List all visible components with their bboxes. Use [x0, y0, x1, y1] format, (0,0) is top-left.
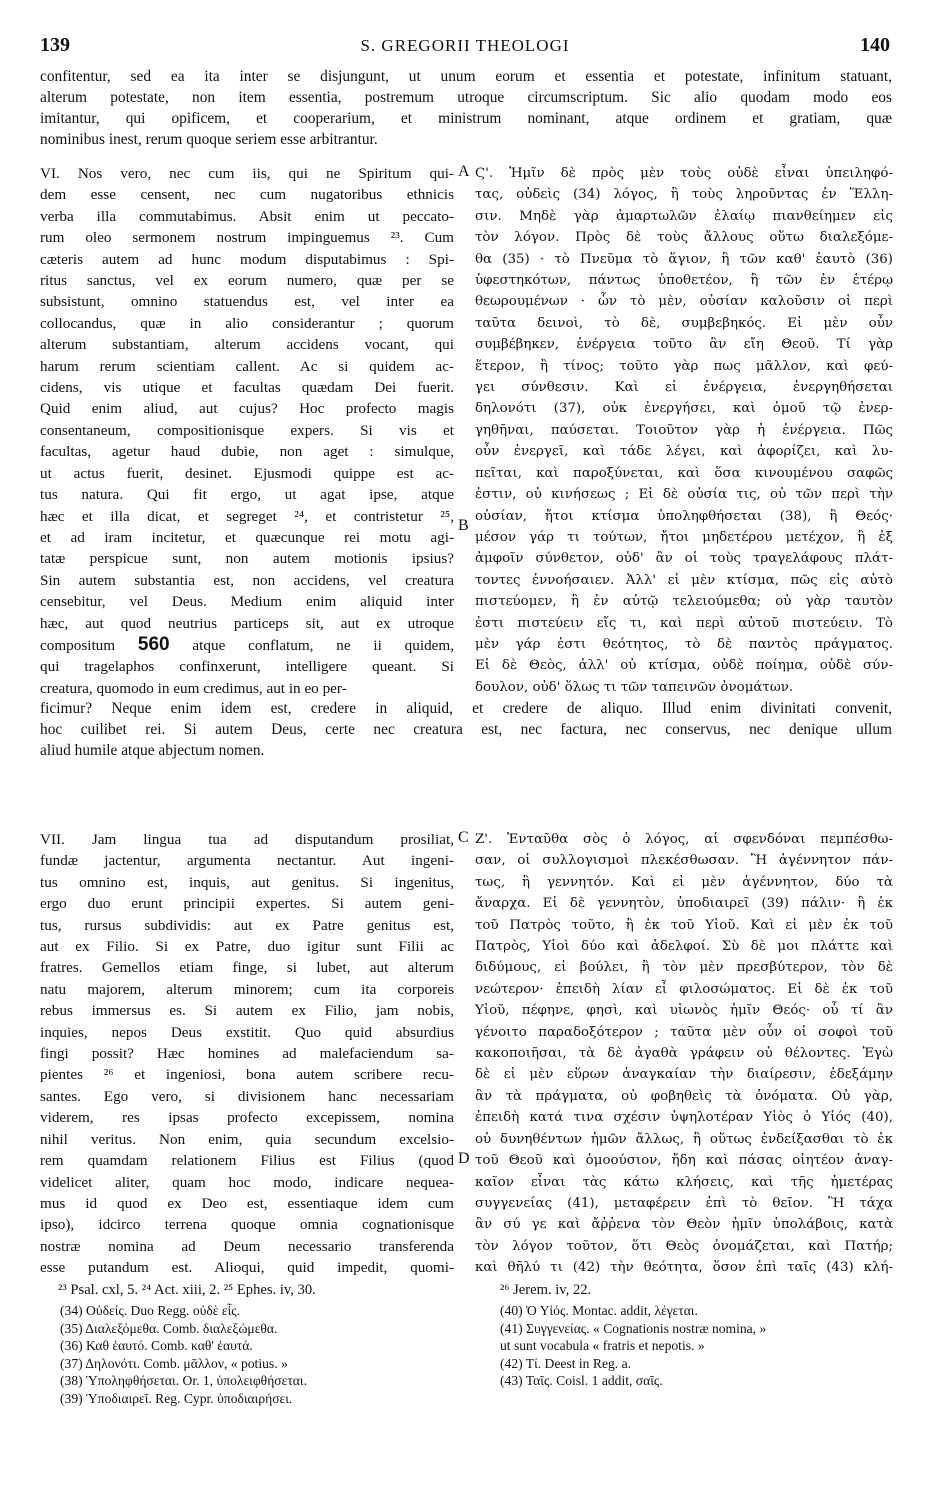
intro-line: nominibus inest, rerum quoque seriem esse arbitrantur. [40, 131, 378, 148]
intro-line: imitantur, qui opificem, et cooperarium, et ministrum nominant, atque ordinem et gratiam, quæ [40, 110, 892, 127]
greek-b-line: σαν, οἱ συλλογισμοὶ πλεκέσθωσαν. Ἢ ἀγέννητον πάν- [475, 853, 893, 869]
greek-a-line: ταῦτα δεινοὶ, τὸ δὲ, συμβεβηκός. Εἰ μὲν οὖν [475, 315, 893, 331]
latin-continuation [40, 698, 892, 761]
latin-b-line: tus, rursus subdividis: aut ex Patre genitus est, [40, 916, 454, 934]
scripture-notes-left: ²³ Psal. cxl, 5. ²⁴ Act. xiii, 2. ²⁵ Ephes. iv, 30. [58, 1282, 316, 1298]
greek-b-line: ἂν τὰ πράγματα, οὐ φοβηθεὶς τὰ ὀνόματα. Οὐ γὰρ, [475, 1088, 893, 1104]
greek-a-line: πιστεύομεν, ἢ ἐν αὐτῷ τελειούμεθα; οὐ γὰρ ταυτὸν [475, 594, 893, 610]
margin-letter-c: C [458, 829, 469, 846]
footnote-right-line: (42) Τί. Deest in Reg. a. [500, 1355, 632, 1371]
margin-letter-d: D [458, 1150, 470, 1167]
greek-a-line: θα (35) · τὸ Πνεῦμα τὸ ἅγιον, ἢ τῶν καθ' ἑαυτὸ (36) [475, 251, 893, 267]
latin-a-line: verba illa commutabimus. Absit enim ut peccato- [40, 207, 454, 225]
latin-b-line: rebus immersus es. Si autem ex Filio, jam nobis, [40, 1002, 454, 1020]
latin-a-line: alterum substantiam, alterum accidens vocant, qui [40, 336, 454, 354]
greek-b-line: τοῦ Θεοῦ καὶ ὁμοούσιον, ἤδη καὶ πάσας οἰητέον ἀναγ- [475, 1153, 893, 1169]
greek-a-line: μέσον γάρ τι τούτων, ἤτοι μηδετέρου μετέχον, ἢ ἐξ [475, 529, 893, 545]
column-number-560: 560 [137, 633, 170, 655]
footnote-right-line: (43) Ταῖς. Coisl. 1 addit, σαῖς. [500, 1373, 663, 1388]
greek-b-line: Πατρὸς, Υἱοὶ δύο καὶ ἀδελφοί. Σὺ δὲ μοι πλάττε καὶ [475, 939, 893, 955]
footnote-left-line: (34) Οὐδείς. Duo Regg. οὐδὲ εἷς. [60, 1303, 241, 1318]
latin-continuation-line: hoc cuilibet rei. Si autem Deus, certe nec creatura est, nec factura, nec conservus, nec denique ullum [40, 721, 892, 738]
greek-b-line: τως, ἢ γεννητόν. Καὶ εἰ μὲν ἀγέννητον, δύο τὰ [475, 874, 893, 890]
latin-a-line: cæteris autem ad hunc modum disputabimus : Spi- [40, 250, 454, 268]
footnote-left-line: (39) Ὑποδιαιρεῖ. Reg. Cypr. ὑποδιαιρήσει. [60, 1390, 293, 1406]
scripture-notes-right: ²⁶ Jerem. iv, 22. [500, 1282, 592, 1298]
latin-b-line: VII. Jam lingua tua ad disputandum prosiliat, [40, 831, 454, 848]
footnote-left-line: (38) Ὑποληφθήσεται. Or. 1, ὑπολειφθήσεται. [60, 1373, 307, 1388]
footnotes-left [60, 1302, 307, 1407]
latin-a-line: censebitur, vel Deus. Medium enim aliquid inter [40, 593, 454, 611]
greek-a-line: ἐστι πιστεύειν εἴς τι, καὶ περὶ αὐτοῦ πιστεύειν. Τὸ [475, 615, 893, 631]
greek-a-line: τὸν λόγον. Πρὸς δὲ τοὺς ἄλλους οὕτω διαλεξόμε- [475, 230, 893, 246]
greek-a-line: γει σύνθεσιν. Καὶ εἰ ἐνέργεια, ἐνεργηθήσεται [475, 380, 893, 396]
latin-a-line: ritus sanctus, vel ex eorum numero, quæ per se [40, 272, 454, 290]
latin-b-line: ergo duo erunt principii expertes. Si autem geni- [40, 895, 454, 913]
greek-b-line: τοῦ Πατρὸς τοῦτο, ἢ ἐκ τοῦ Υἱοῦ. Καὶ εἰ μὲν ἐκ τοῦ [475, 917, 893, 933]
greek-a-line: οὐσίαν, ἤτοι κτίσμα ὑποληφθήσεται (38), ἢ Θεός· [475, 508, 893, 524]
greek-a-line: ὑφεστηκότων, πάντως ὑποθετέον, ἢ τῶν ἐν ἑτέρῳ [475, 273, 893, 289]
footnote-right-line: (41) Συγγενείας. « Cognationis nostræ nomina, » [500, 1320, 767, 1336]
latin-a-line: subsistunt, omnino statuendus est, vel inter ea [40, 293, 454, 311]
latin-b-line: nostræ nomina ad Deum necessario transferenda [40, 1237, 454, 1255]
intro-line: confitentur, sed ea ita inter se disjungunt, ut unum eorum et essentia et potestate, infinitum statuant, [40, 68, 892, 85]
greek-b-line: συγγενείας (41), μεταφέρειν ἐπὶ τὸ θεῖον. Ἢ τάχα [475, 1195, 893, 1211]
latin-b-line: mus id quod ex Deo est, essentiaque idem cum [40, 1194, 454, 1212]
latin-a-line: VI. Nos vero, nec cum iis, qui ne Spiritum qui- [40, 165, 454, 182]
latin-a-line: harum rerum scientiam callent. Ac si quidem ac- [40, 357, 454, 375]
greek-b-line: ἄναρχα. Εἰ δὲ γεννητὸν, ὑποδιαιρεῖ (39) πάλιν· ἢ ἐκ [475, 896, 893, 912]
greek-b-line: τὸν λόγον τοῦτον, ὅτι Θεὸς ὀνομάζεται, καὶ Πατήρ; [475, 1238, 893, 1254]
latin-a-line: ut actus fuerit, desinet. Ejusmodi quippe est ac- [40, 464, 454, 482]
greek-a-line: θεωρουμένων · ὧν τὸ μὲν, οὐσίαν καλοῦσιν οἱ περὶ [475, 294, 893, 310]
latin-a-line: hæc et illa dicat, et segreget ²⁴, et contristetur ²⁵, [40, 507, 454, 525]
greek-a-line: συμβέβηκεν, ἐνέργεια τοῦτο ἂν εἴη Θεοῦ. Τί γὰρ [475, 337, 893, 353]
latin-a-line [40, 634, 454, 656]
latin-continuation-line: aliud humile atque abjectum nomen. [40, 742, 265, 759]
latin-a-line: creatura, quomodo in eum credimus, aut in eo per- [40, 679, 347, 697]
margin-letter-a: A [458, 163, 470, 180]
latin-a-line: hæc, aut quod neutrius particeps sit, aut ex utroque [40, 614, 454, 632]
latin-a-line: collocandus, quæ in alio considerantur ; quorum [40, 314, 454, 332]
greek-column-section-7 [475, 829, 893, 1279]
greek-a-line: Εἰ δὲ Θεὸς, ἀλλ' οὐ κτίσμα, οὐδὲ ποίημα, οὐδὲ σύν- [475, 658, 893, 674]
greek-b-line: κακοποιῆσαι, τὰ δὲ ἀγαθὰ γράφειν οὐ θέλοντες. Ἐγὼ [475, 1046, 893, 1062]
latin-b-line: pientes ²⁶ et ingeniosi, bona autem scribere recu- [40, 1066, 454, 1084]
greek-a-line: γηθῆναι, παύσεται. Τοιοῦτον γὰρ ἡ ἐνέργεια. Πῶς [475, 422, 893, 438]
footnote-left-line: (35) Διαλεξόμεθα. Comb. διαλεξώμεθα. [60, 1320, 278, 1336]
footnote-right-line: (40) Ὁ Υἱός. Montac. addit, λέγεται. [500, 1303, 698, 1318]
page-number-right: 140 [860, 34, 890, 56]
latin-b-line: videlicet aliter, quam hoc modo, indicare nequea- [40, 1173, 454, 1191]
latin-b-line: nihil veritus. Non enim, quia secundum excelsio- [40, 1130, 454, 1148]
latin-b-line: fingi possit? Hæc homines ad malefaciendum sa- [40, 1045, 454, 1063]
latin-a-line: rum oleo sermonem nostrum impinguemus ²³. Cum [40, 229, 454, 247]
footnote-left-line: (36) Καθ ἑαυτό. Comb. καθ' ἑαυτά. [60, 1338, 253, 1353]
greek-b-line: δὲ εἰ μὲν εὕρων ἀναγκαίαν τὴν διαίρεσιν, ἐδεξάμην [475, 1067, 893, 1083]
latin-a-line: Quid enim aliud, aut cujus? Hoc profecto magis [40, 400, 454, 418]
latin-a-line: et ad iram incitetur, et quæcunque rei motu agi- [40, 528, 454, 546]
page-number-left: 139 [40, 34, 70, 56]
latin-a-line: facultas, agetur haud dubie, non aget : simulque, [40, 443, 454, 461]
margin-letter-b: B [458, 517, 469, 534]
latin-b-line: natu majorem, alterum minorem; cum ita corporeis [40, 980, 454, 998]
greek-b-line: ἂν σύ γε καὶ ἄῤῥενα τὸν Θεὸν ἡμῖν ὑπολάβοις, κατὰ [475, 1217, 893, 1233]
greek-b-line: νεώτερον· ἐπειδὴ λίαν εἶ φιλοσώματος. Εἰ δὲ ἐκ τοῦ [475, 981, 893, 997]
intro-line: alterum potestate, non item essentia, postremum utroque circumscriptum. Sic alio quodam modo eos [40, 89, 892, 106]
latin-b-line: aut ex Filio. Si ex Patre, duo igitur sunt Filii ac [40, 938, 454, 956]
latin-b-line: inquies, nepos Deus exstitit. Quo quid absurdius [40, 1023, 454, 1041]
latin-b-line: rem quamdam relationem Filius est Filius (quod [40, 1152, 454, 1170]
greek-a-line: πεῖται, καὶ παροξύνεται, καὶ ὅσα κινουμένου σαφῶς [475, 465, 893, 481]
greek-a-line: δηλονότι (37), οὐκ ἐνεργήσει, καὶ ὁμοῦ τῷ ἐνερ- [475, 401, 893, 417]
greek-a-line: ἀμφοῖν σύνθετον, οὐδ' ἂν οἱ τοὺς τραγελάφους πλάτ- [475, 551, 893, 567]
greek-a-line: Ϛ'. Ἡμῖν δὲ πρὸς μὲν τοὺς οὐδὲ εἶναι ὑπειληφό- [475, 166, 893, 181]
latin-b-line: tus omnino est, inquis, aut genitus. Si ingenitus, [40, 873, 454, 891]
latin-b-line: fundæ jactentur, argumenta nectantur. Aut ingeni- [40, 852, 454, 870]
greek-a-line: δουλον, οὐδ' ὅλως τι τῶν ταπεινῶν ὀνομάτων. [475, 679, 794, 695]
greek-a-line: οὖν ἐνεργεῖ, καὶ τάδε λέγει, καὶ ἀφορίζει, καὶ λυ- [475, 444, 893, 460]
latin-a-line: dem esse censent, nec cum nugatoribus ethnicis [40, 186, 454, 204]
latin-b-line: ipso), idcirco terrena quoque omnia cognationisque [40, 1216, 454, 1234]
greek-b-line: γένοιτο παραδοξότερον ; ταῦτα μὲν οὖν οἱ σοφοὶ τοῦ [475, 1024, 893, 1040]
greek-column-section-6 [475, 163, 893, 698]
latin-a-line: tus natura. Qui fit ergo, ut agat ipse, atque [40, 486, 454, 504]
latin-column-section-7 [40, 829, 454, 1279]
latin-b-line: fratres. Gemellos etiam finge, si lubet, aut alterum [40, 959, 454, 977]
greek-a-line: σιν. Μηδὲ γὰρ ἁμαρτωλῶν ἐλαίῳ πιανθείημεν εἰς [475, 208, 893, 224]
latin-a-line: cidens, vis utique et facultas quædam Dei fuerit. [40, 379, 454, 397]
footnote-left-line: (37) Δηλονότι. Comb. μᾶλλον, « potius. » [60, 1355, 288, 1371]
latin-b-line: santes. Ego vero, si divisionem hanc necessariam [40, 1087, 454, 1105]
page-header [40, 34, 890, 58]
greek-b-line: ἐπειδὴ κατά τινα σχέσιν ὑψηλοτέραν Υἱὸς ὁ Υἱός (40), [475, 1110, 893, 1126]
latin-continuation-line: ficimur? Neque enim idem est, credere in aliquid, et credere de aliquo. Illud enim divinitati convenit, [40, 700, 892, 717]
latin-b-line: viderem, res ipsas profecto excepissem, nomina [40, 1109, 454, 1127]
greek-a-line: ἐστιν, οὐ κινήσεως ; Εἰ δὲ οὐσία τις, οὐ τῶν περὶ τὴν [475, 487, 893, 503]
greek-a-line: τας, οὐδεὶς (34) λόγος, ἢ τοὺς ληροῦντας ἐν Ἕλλη- [475, 187, 893, 203]
greek-a-line: ἕτερον, ἢ τίνος; τοῦτο γὰρ πως μᾶλλον, καὶ φεύ- [475, 358, 893, 374]
greek-b-line: καῖον εἶναι τὰς κάτω κλήσεις, καὶ τῆς ἡμετέρας [475, 1174, 893, 1190]
greek-b-line: οὐ δυνηθέντων ἡμῶν ἄλλως, ἢ οὕτως ἐνδείξασθαι τὸ ἐκ [475, 1131, 893, 1147]
greek-b-line: Υἱοῦ, πέφηνε, φησὶ, καὶ υἱωνὸς ἡμῖν Θεός· οὗ τί ἂν [475, 1003, 893, 1019]
greek-b-line: καὶ θῆλύ τι (42) τὴν θεότητα, ὅσον ἐπὶ ταῖς (43) κλή- [475, 1260, 893, 1276]
running-title: S. GREGORII THEOLOGI [360, 36, 570, 55]
latin-a-line: Sin autem substantia est, non accidens, vel creatura [40, 571, 454, 589]
latin-a-text: compositum [40, 636, 116, 654]
greek-b-line: Ζ'. Ἐνταῦθα σὸς ὁ λόγος, αἱ σφενδόναι πεμπέσθω- [475, 832, 893, 847]
footnotes-right [500, 1302, 766, 1390]
latin-a-line: qui tragelaphos confinxerunt, intelligere queant. Si [40, 658, 454, 676]
greek-a-line: τοντες ἐννοήσαιεν. Ἀλλ' εἰ μὲν κτίσμα, πῶς εἰς αὐτὸ [475, 572, 893, 588]
greek-a-line: μὲν γάρ ἐστι θεότητος, τὸ δὲ παντὸς πράγματος. [475, 636, 893, 652]
latin-a-line: consentaneum, compositionisque expers. Si vis et [40, 421, 454, 439]
latin-a-text: atque conflatum, ne ii quidem, [192, 636, 455, 654]
latin-b-line: esse putandum est. Alioqui, quid impedit, quomi- [40, 1259, 454, 1277]
intro-paragraph [40, 66, 892, 150]
footnote-right-line: ut sunt vocabula « fratris et nepotis. » [500, 1338, 705, 1353]
latin-column-section-6 [40, 163, 454, 699]
greek-b-line: διδύμους, εἰ βούλει, ἢ τὸν μὲν πρεσβύτερον, τὸν δὲ [475, 960, 893, 976]
latin-a-line: tatæ perspicue sunt, non autem motionis ipsius? [40, 550, 454, 568]
